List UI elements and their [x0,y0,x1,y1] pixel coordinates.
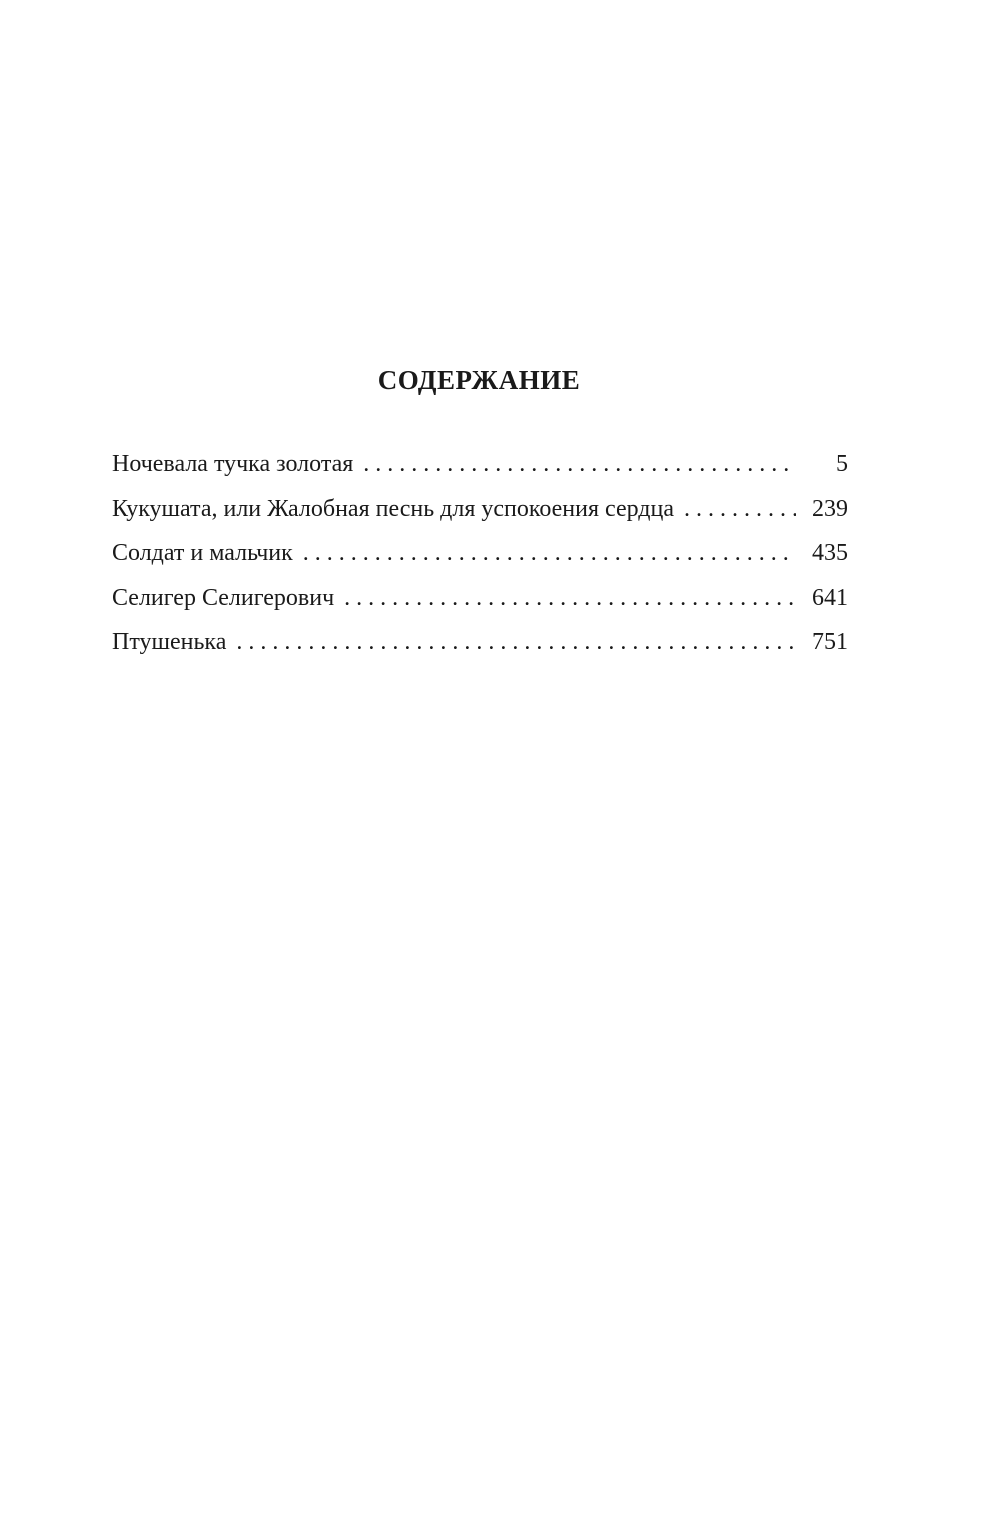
toc-entry[interactable] [112,531,848,576]
dot-leader [303,531,796,575]
toc-entry-page-number: 435 [812,540,848,566]
toc-entry-title: Ночевала тучка золотая [112,451,354,477]
toc-entry-page-number: 5 [836,451,848,477]
toc-entry[interactable] [112,620,848,665]
toc-entry-page-number: 641 [812,584,848,611]
toc-entry[interactable] [112,442,848,487]
dot-leader [363,442,796,486]
toc-entry[interactable] [112,576,848,621]
dot-leader [684,487,796,531]
toc-entry-page-number: 239 [812,495,848,522]
table-of-contents [112,442,848,665]
toc-entry-title: Солдат и мальчик [112,540,293,566]
toc-entry[interactable] [112,487,848,532]
toc-entry-title: Птушенька [112,629,227,655]
page-title: СОДЕРЖАНИЕ [377,365,581,395]
dot-leader [344,576,796,620]
toc-entry-page-number: 751 [812,629,848,655]
dot-leader [236,620,796,664]
toc-entry-title: Селигер Селигерович [112,584,335,611]
toc-entry-title: Кукушата, или Жалобная песнь для успокоения сердца [112,495,674,522]
